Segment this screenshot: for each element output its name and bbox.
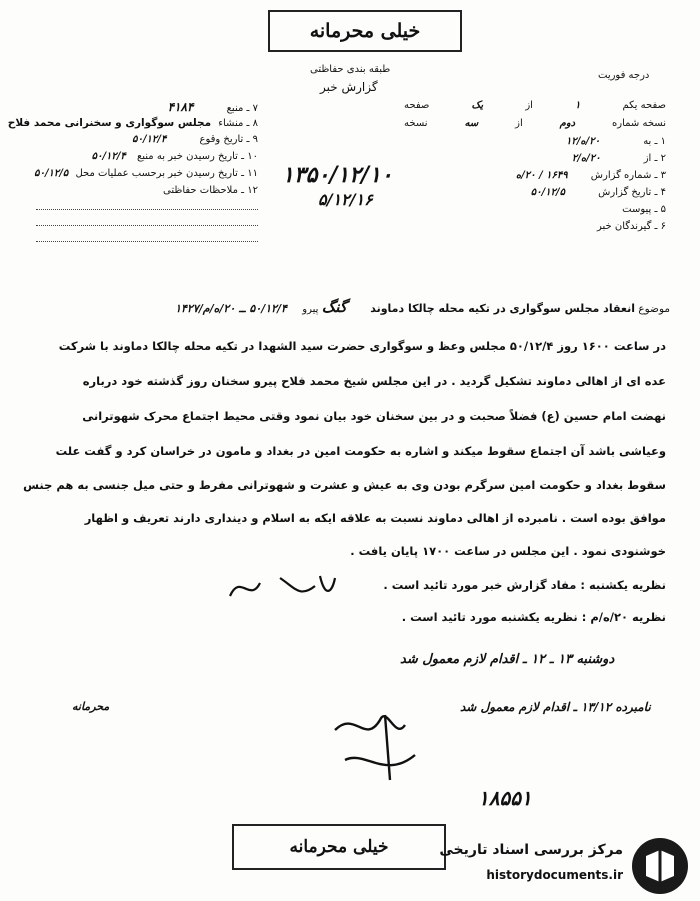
body-line: سقوط بغداد و حکومت امین سرگرم بودن وی به عیش و عشرت و شهوترانی مفرط و حتی میل جنسی به هم جنس	[23, 478, 666, 492]
field-to: ۱ ـ به ۲۰/ه/۱۲	[565, 136, 666, 147]
field-recipients: ۶ ـ گیرندگان خبر	[596, 221, 666, 232]
classification-stamp-bottom: خیلی محرمانه	[232, 824, 446, 870]
report-title: گزارش خبر	[320, 80, 378, 94]
field-copy: نسخه شماره دوم از سه نسخه	[404, 118, 666, 129]
classification-label: طبقه بندی حفاظتی	[310, 64, 391, 75]
note-line: نظریه ۲۰/ه/م : نظریه یکشنبه مورد تائید است .	[401, 610, 666, 624]
field-attachment: ۵ ـ پیوست	[622, 204, 666, 215]
file-number: ۱۸۵۵۱	[478, 786, 532, 810]
field-protection-notes: ۱۲ ـ ملاحظات حفاظتی	[163, 185, 258, 196]
side-stamp: محرمانه	[72, 700, 110, 713]
field-received-source-date: ۱۰ ـ تاریخ رسیدن خبر به منبع ۵۰/۱۲/۴	[91, 151, 258, 162]
field-page: صفحه یکم ۱ از یک صفحه	[404, 100, 666, 111]
signature-scribble	[220, 568, 340, 608]
left-header-fields	[7, 100, 258, 242]
body-line: وعیاشی باشد آن اجتماع سقوط میکند و اشاره به حکومت امین در بغداد و مامون در خراسان کرد و گفت علت	[55, 444, 666, 458]
archive-url: historydocuments.ir	[486, 868, 623, 882]
handwritten-signature	[325, 700, 435, 790]
handwritten-code: ۵/۱۲/۱۶	[318, 190, 373, 209]
body-line: خوشنودی نمود . این مجلس در ساعت ۱۷۰۰ پایان یافت .	[350, 544, 666, 558]
body-line: نهضت امام حسین (ع) فضلاً صحبت و در بین سخنان خود بیان نمود وقتی محیط اجتماع محرک شهوترانی	[82, 409, 666, 423]
handwritten-date: ۱۳۵۰/۱۲/۱۰	[282, 162, 393, 188]
archive-name: مرکز بررسی اسناد تاریخی	[439, 842, 623, 858]
field-report-date: ۴ ـ تاریخ گزارش ۵۰/۱۲/۵	[530, 187, 666, 198]
body-line: در ساعت ۱۶۰۰ روز ۵۰/۱۲/۴ مجلس وعظ و سوگواری حضرت سید الشهدا در تکیه محله چالکا دماوند با شرکت	[58, 339, 666, 353]
subject-mark: گنگ	[321, 298, 347, 316]
body-line: موافق بوده است . نامبرده از اهالی دماوند نسبت به علاقه ایکه به اسلام و دینداری دارند تعریف و اظهار	[84, 511, 666, 525]
handwritten-note: نامبرده ۱۳/۱۲ ـ اقدام لازم معمول شد	[460, 700, 651, 714]
field-occurrence-date: ۹ ـ تاریخ وقوع ۵۰/۱۲/۴	[132, 134, 258, 145]
note-line: نظریه یکشنبه : مفاد گزارش خبر مورد تائید است .	[383, 578, 666, 592]
handwritten-note: دوشنبه ۱۳ ـ ۱۲ ـ اقدام لازم معمول شد	[400, 652, 615, 667]
field-from: ۲ ـ از ۲۰/ه/۲	[571, 153, 666, 164]
field-source: ۷ ـ منبع ۴۱۸۴	[167, 100, 258, 114]
urgency-label: درجه فوریت	[598, 70, 650, 81]
archive-logo-icon	[632, 838, 688, 894]
field-report-number: ۳ ـ شماره گزارش ۱۶۴۹ / ۲۰/ه	[515, 170, 666, 181]
subject-line: موضوع انعقاد مجلس سوگواری در تکیه محله چالکا دماوند گنگ پیرو ۵۰/۱۲/۴ ــ ۲۰/ه/م/۱۴۲۷	[175, 298, 670, 316]
right-header-fields	[404, 100, 666, 238]
field-received-local-date: ۱۱ ـ تاریخ رسیدن خبر برحسب عملیات محل ۵۰/۱۲/۵	[34, 168, 258, 179]
classification-stamp-top: خیلی محرمانه	[268, 10, 462, 52]
body-line: عده ای از اهالی دماوند تشکیل گردید . در این مجلس شیخ محمد فلاح پیرو سخنان روز گذشته خود درباره	[82, 374, 666, 388]
field-origin: ۸ ـ منشاء مجلس سوگواری و سخنرانی محمد فلاح	[7, 117, 258, 129]
